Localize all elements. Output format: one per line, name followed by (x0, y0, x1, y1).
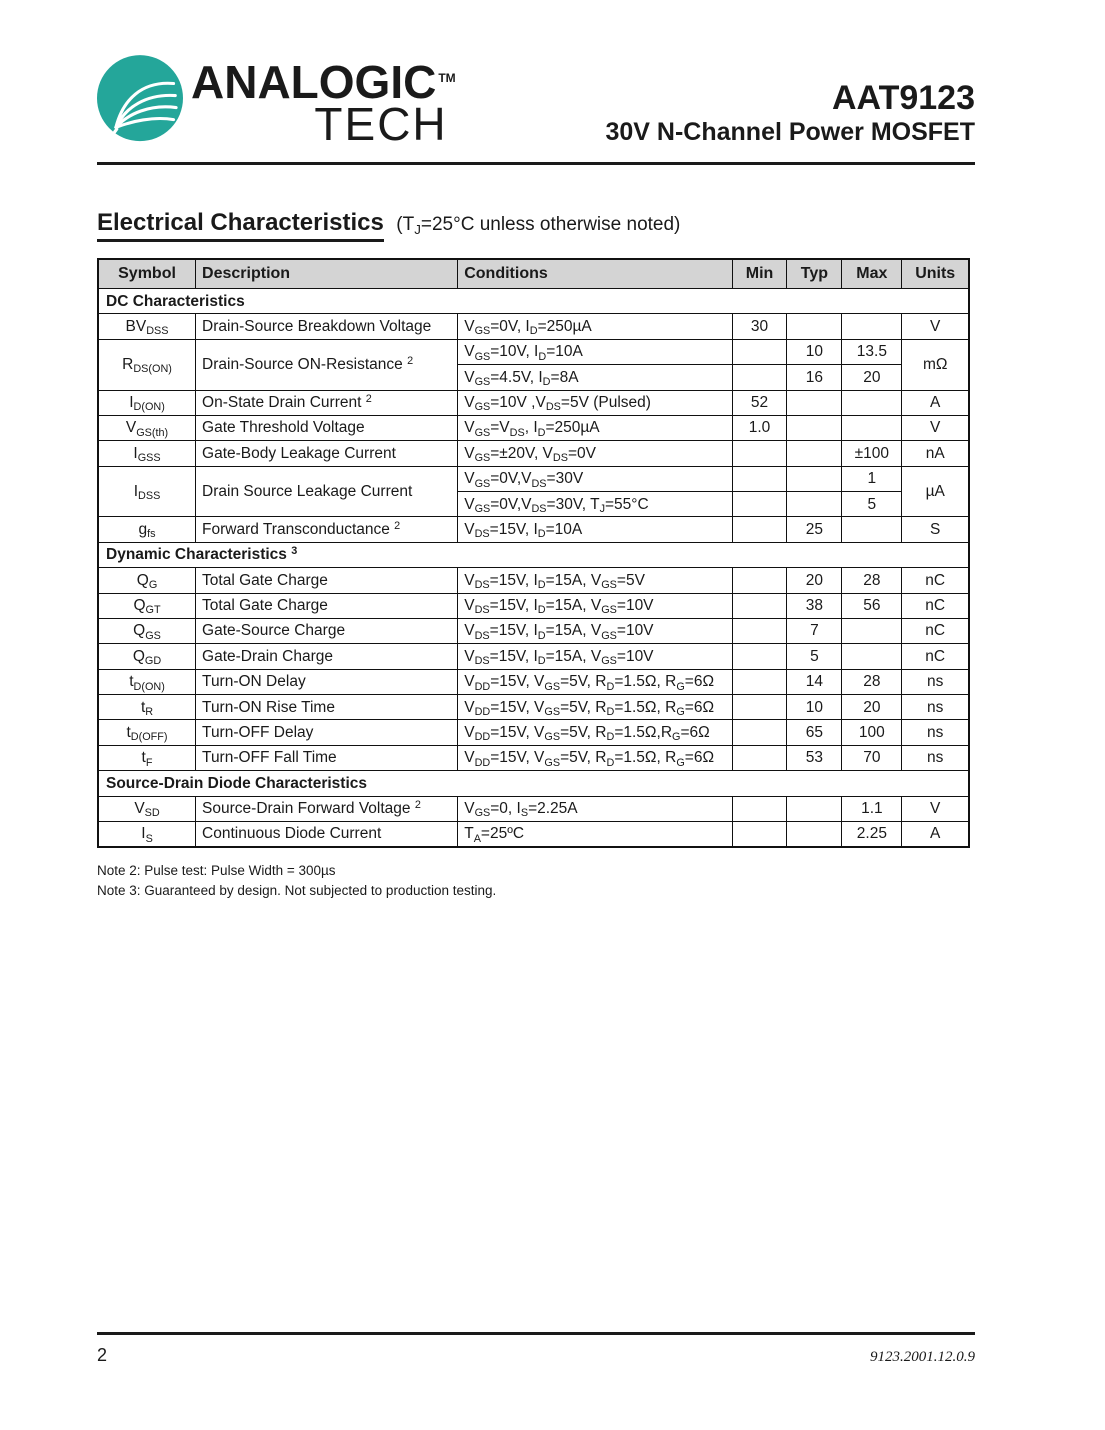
column-header: Units (902, 259, 969, 289)
footer-divider (97, 1332, 975, 1335)
table-cell (732, 492, 787, 517)
section-label: Dynamic Characteristics $^3$ (98, 542, 969, 567)
table-cell: $V_{GS}=0V$, $I_D=250\mu A$ (458, 314, 732, 339)
table-row (98, 466, 969, 491)
table-cell: $V_{GS}=0V,V_{DS}=30V$, $T_J=55^\circ C$ (458, 492, 732, 517)
table-cell: $Q_G$ (98, 568, 196, 593)
table-cell (732, 720, 787, 745)
table-cell (732, 745, 787, 770)
column-header: Description (196, 259, 458, 289)
page-footer (97, 1332, 975, 1366)
table-cell: ns (902, 695, 969, 720)
trademark-symbol: TM (438, 70, 456, 85)
table-cell (732, 339, 787, 364)
table-cell: $V_{GS}=0V,V_{DS}=30V$ (458, 466, 732, 491)
table-cell: $V_{DD}=15V$, $V_{GS}=5V$, $R_D=1.5\Omega$, $R_G=6\Omega$ (458, 745, 732, 770)
table-cell (787, 796, 842, 821)
table-cell: ns (902, 669, 969, 694)
table-cell: $V_{GS}=V_{DS}$, $I_D=250\mu A$ (458, 415, 732, 440)
table-cell: mΩ (902, 339, 969, 390)
table-cell (787, 821, 842, 847)
table-cell: $V_{GS(th)}$ (98, 415, 196, 440)
table-cell: $V_{DD}=15V$, $V_{GS}=5V$, $R_D=1.5\Omega$, $R_G=6\Omega$ (458, 669, 732, 694)
section-condition-note: ($T_J=25^\circ C$ unless otherwise noted) (396, 214, 681, 238)
table-cell: $V_{GS}=10V$, $I_D=10A$ (458, 339, 732, 364)
table-cell: Forward Transconductance $^2$ (196, 517, 458, 542)
table-cell (732, 593, 787, 618)
brand-logo (97, 55, 456, 155)
table-cell: 7 (787, 618, 842, 643)
table-cell: 56 (842, 593, 902, 618)
doc-revision-code: 9123.2001.12.0.9 (870, 1349, 975, 1365)
table-cell: Gate-Drain Charge (196, 644, 458, 669)
table-cell: $I_{D(ON)}$ (98, 390, 196, 415)
table-cell: nC (902, 644, 969, 669)
section-label: Source-Drain Diode Characteristics (98, 771, 969, 796)
table-cell: $V_{DD}=15V$, $V_{GS}=5V$, $R_D=1.5\Omega,R_G=6\Omega$ (458, 720, 732, 745)
table-cell: 28 (842, 568, 902, 593)
table-cell (732, 365, 787, 390)
table-cell: $V_{DS}=15V$, $I_D=15A$, $V_{GS}=10V$ (458, 593, 732, 618)
brand-word: ANALOGIC (191, 56, 437, 108)
part-number: AAT9123 (832, 79, 975, 117)
table-cell: $g_{fs}$ (98, 517, 196, 542)
table-cell: nC (902, 593, 969, 618)
table-cell (842, 618, 902, 643)
table-cell: A (902, 390, 969, 415)
table-cell: $V_{GS}=10V$ $,V_{DS}=5V$ (Pulsed) (458, 390, 732, 415)
table-row (98, 796, 969, 821)
table-cell (732, 517, 787, 542)
table-cell (787, 466, 842, 491)
table-cell: nA (902, 441, 969, 466)
table-cell: V (902, 796, 969, 821)
table-cell: $T_A=25ºC$ (458, 821, 732, 847)
table-cell: 10 (787, 695, 842, 720)
table-row (98, 339, 969, 364)
table-cell (732, 644, 787, 669)
brand-text (191, 56, 456, 150)
table-cell: $t_F$ (98, 745, 196, 770)
table-cell: $I_{GSS}$ (98, 441, 196, 466)
table-row (98, 441, 969, 466)
table-cell: ns (902, 745, 969, 770)
table-cell: 28 (842, 669, 902, 694)
column-header: Min (732, 259, 787, 289)
table-cell (787, 390, 842, 415)
table-cell (732, 821, 787, 847)
product-title: 30V N-Channel Power MOSFET (605, 117, 975, 146)
table-cell: 20 (787, 568, 842, 593)
section-heading (97, 209, 975, 242)
table-row (98, 390, 969, 415)
table-row (98, 695, 969, 720)
table-cell: 14 (787, 669, 842, 694)
table-row (98, 415, 969, 440)
table-cell: 100 (842, 720, 902, 745)
table-cell (787, 492, 842, 517)
table-cell: 5 (842, 492, 902, 517)
table-cell: ns (902, 720, 969, 745)
table-row (98, 821, 969, 847)
table-cell: Turn-ON Delay (196, 669, 458, 694)
table-cell: Drain Source Leakage Current (196, 466, 458, 517)
table-cell: ±100 (842, 441, 902, 466)
table-row (98, 720, 969, 745)
table-cell: 20 (842, 695, 902, 720)
table-cell (787, 441, 842, 466)
table-cell: $V_{SD}$ (98, 796, 196, 821)
table-cell: 52 (732, 390, 787, 415)
table-cell: A (902, 821, 969, 847)
column-header: Max (842, 259, 902, 289)
page-header (97, 55, 975, 155)
table-cell: Gate-Body Leakage Current (196, 441, 458, 466)
table-cell: $I_S$ (98, 821, 196, 847)
table-cell: $V_{DD}=15V$, $V_{GS}=5V$, $R_D=1.5\Omega$, $R_G=6\Omega$ (458, 695, 732, 720)
table-cell: Gate-Source Charge (196, 618, 458, 643)
table-row (98, 314, 969, 339)
table-cell (842, 517, 902, 542)
section-title: Electrical Characteristics (97, 209, 384, 242)
table-cell (732, 796, 787, 821)
table-cell: Gate Threshold Voltage (196, 415, 458, 440)
table-row (98, 644, 969, 669)
table-row (98, 593, 969, 618)
table-cell: $V_{DS}=15V$, $I_D=15A$, $V_{GS}=5V$ (458, 568, 732, 593)
table-cell: $V_{DS}=15V$, $I_D=15A$, $V_{GS}=10V$ (458, 644, 732, 669)
table-cell: 38 (787, 593, 842, 618)
section-row (98, 289, 969, 314)
table-cell: 20 (842, 365, 902, 390)
table-cell: 2.25 (842, 821, 902, 847)
table-cell: $BV_{DSS}$ (98, 314, 196, 339)
table-cell: $V_{GS}=0$, $I_S=2.25A$ (458, 796, 732, 821)
table-cell (732, 669, 787, 694)
note-2: Note 2: Pulse test: Pulse Width = 300µs (97, 863, 336, 879)
section-row (98, 771, 969, 796)
table-cell: $I_{DSS}$ (98, 466, 196, 517)
table-cell: $V_{GS}=4.5V$, $I_D=8A$ (458, 365, 732, 390)
table-cell (732, 695, 787, 720)
table-cell (732, 618, 787, 643)
table-cell (732, 441, 787, 466)
table-cell: Drain-Source Breakdown Voltage (196, 314, 458, 339)
electrical-characteristics-table (97, 258, 970, 848)
table-cell: Total Gate Charge (196, 593, 458, 618)
table-cell (732, 568, 787, 593)
table-cell (842, 390, 902, 415)
table-cell: Drain-Source ON-Resistance $^2$ (196, 339, 458, 390)
table-cell: $R_{DS(ON)}$ (98, 339, 196, 390)
table-cell: µA (902, 466, 969, 517)
table-row (98, 618, 969, 643)
table-cell: 10 (787, 339, 842, 364)
section-row (98, 542, 969, 567)
table-cell: S (902, 517, 969, 542)
table-cell (732, 466, 787, 491)
table-cell: 1 (842, 466, 902, 491)
table-cell (842, 415, 902, 440)
table-cell: nC (902, 618, 969, 643)
table-cell: $Q_{GD}$ (98, 644, 196, 669)
table-cell: V (902, 415, 969, 440)
table-cell: $V_{DS}=15V$, $I_D=10A$ (458, 517, 732, 542)
table-cell: $t_{D(ON)}$ (98, 669, 196, 694)
table-cell: 25 (787, 517, 842, 542)
table-cell: 53 (787, 745, 842, 770)
table-cell: Source-Drain Forward Voltage $^2$ (196, 796, 458, 821)
table-row (98, 669, 969, 694)
column-header: Conditions (458, 259, 732, 289)
column-header: Symbol (98, 259, 196, 289)
table-cell: $t_{D(OFF)}$ (98, 720, 196, 745)
table-cell: V (902, 314, 969, 339)
note-3: Note 3: Guaranteed by design. Not subjected to production testing. (97, 882, 497, 898)
table-cell: Turn-OFF Fall Time (196, 745, 458, 770)
table-cell: $Q_{GS}$ (98, 618, 196, 643)
table-cell (842, 314, 902, 339)
table-cell (787, 314, 842, 339)
table-cell: On-State Drain Current $^2$ (196, 390, 458, 415)
header-divider (97, 162, 975, 165)
analogictech-leaf-logo-icon (97, 55, 183, 155)
table-cell: Turn-ON Rise Time (196, 695, 458, 720)
table-cell: 70 (842, 745, 902, 770)
table-cell: 16 (787, 365, 842, 390)
table-cell: Turn-OFF Delay (196, 720, 458, 745)
table-cell (842, 644, 902, 669)
table-cell: 5 (787, 644, 842, 669)
brand-name-tech: TECH (314, 98, 448, 150)
table-cell: $V_{GS}=\pm 20V$, $V_{DS}=0V$ (458, 441, 732, 466)
table-cell: Total Gate Charge (196, 568, 458, 593)
table-cell: 1.0 (732, 415, 787, 440)
table-cell: nC (902, 568, 969, 593)
table-cell: 1.1 (842, 796, 902, 821)
table-cell: Continuous Diode Current (196, 821, 458, 847)
table-header-row (98, 259, 969, 289)
table-cell (787, 415, 842, 440)
table-cell: 30 (732, 314, 787, 339)
table-row (98, 517, 969, 542)
footnotes (97, 861, 975, 900)
table-cell: 13.5 (842, 339, 902, 364)
doc-title-block (605, 81, 975, 147)
table-row (98, 568, 969, 593)
table-cell: 65 (787, 720, 842, 745)
table-cell: $t_R$ (98, 695, 196, 720)
page-number: 2 (97, 1345, 108, 1365)
table-cell: $V_{DS}=15V$, $I_D=15A$, $V_{GS}=10V$ (458, 618, 732, 643)
table-row (98, 745, 969, 770)
table-cell: $Q_{GT}$ (98, 593, 196, 618)
section-label: DC Characteristics (98, 289, 969, 314)
column-header: Typ (787, 259, 842, 289)
